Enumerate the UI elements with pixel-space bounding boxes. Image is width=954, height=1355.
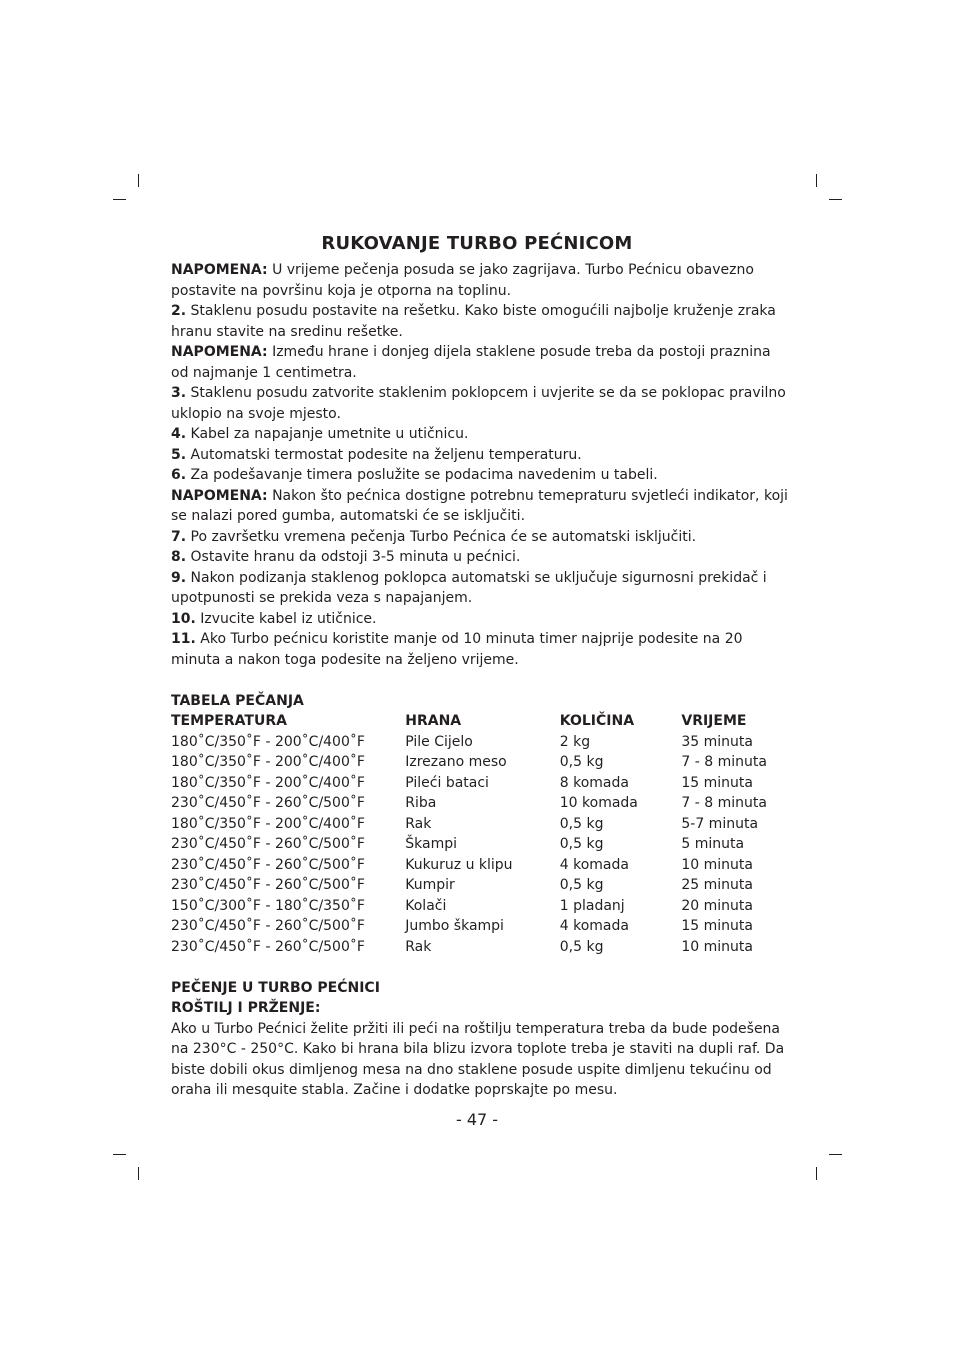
- paragraph-label: 5.: [171, 446, 187, 463]
- cell-temperature: 180˚C/350˚F - 200˚C/400˚F: [171, 754, 365, 770]
- cell-quantity: 0,5 kg: [559, 877, 604, 893]
- cell-food: Kukuruz u klipu: [405, 856, 513, 873]
- cell-food: Kolači: [405, 897, 447, 914]
- table-body: [171, 732, 791, 958]
- cell-food: Pile Cijelo: [405, 733, 473, 750]
- cell-time: 10 minuta: [681, 856, 753, 873]
- step-10: [171, 609, 791, 630]
- paragraph-label: 11.: [171, 631, 196, 647]
- paragraph-text: Izvucite kabel iz utičnice.: [195, 610, 377, 627]
- paragraph-text: Između hrane i donjeg dijela staklene posude treba da postoji praznina od najmanje 1 centimetra.: [171, 344, 771, 381]
- paragraph-text: Ostavite hranu da odstoji 3-5 minuta u pećnici.: [186, 549, 521, 565]
- step-11: [171, 629, 791, 670]
- paragraph-label: 7.: [171, 528, 187, 545]
- crop-mark-top-left-vertical: [138, 174, 139, 187]
- step-6: [171, 465, 791, 486]
- table-row: [171, 732, 791, 753]
- step-8: [171, 547, 791, 568]
- cell-temperature: 230˚C/450˚F - 260˚C/500˚F: [171, 938, 365, 955]
- step-5: [171, 445, 791, 466]
- cell-temperature: 230˚C/450˚F - 260˚C/500˚F: [171, 856, 365, 873]
- cell-temperature: 230˚C/450˚F - 260˚C/500˚F: [171, 836, 365, 852]
- paragraph-text: Staklenu posudu zatvorite staklenim poklopcem i uvjerite se da se poklopac pravilno uklopio na svoje mjesto.: [171, 385, 786, 422]
- column-header-food: HRANA: [405, 713, 462, 729]
- cell-food: Jumbo škampi: [405, 918, 504, 934]
- section-text: Ako u Turbo Pećnici želite pržiti ili peći na roštilju temperatura treba da bude podešena na 230°C - 250°C. Kako bi hrana bila blizu izvora toplote treba je staviti na dupli raf. Da biste dobili okus dimljenog mesa na dno staklene posude uspite dimljenu tekućinu od oraha ili mesquite stabla. Začine i dodatke poprskajte po mesu.: [171, 1020, 785, 1098]
- paragraph-text: Nakon što pećnica dostigne potrebnu temepraturu svjetleći indikator, koji se nalazi pored gumba, automatski će se isključiti.: [171, 487, 788, 524]
- table-row: [171, 793, 791, 814]
- note-heat: [171, 260, 791, 301]
- cell-time: 25 minuta: [681, 877, 753, 893]
- cell-quantity: 0,5 kg: [559, 754, 604, 770]
- cell-temperature: 150˚C/300˚F - 180˚C/350˚F: [171, 897, 365, 914]
- cell-quantity: 10 komada: [559, 795, 638, 811]
- cell-quantity: 2 kg: [559, 733, 591, 750]
- paragraph-label: NAPOMENA:: [171, 487, 268, 504]
- section-title: PEČENJE U TURBO PEĆNICI: [171, 979, 380, 996]
- table-row: [171, 773, 791, 794]
- cell-food: Pileći bataci: [405, 774, 489, 791]
- paragraph-text: U vrijeme pečenja posuda se jako zagrijava. Turbo Pećnicu obavezno postavite na površinu koja je otporna na toplinu.: [171, 262, 754, 299]
- page-title: RUKOVANJE TURBO PEĆNICOM: [321, 233, 633, 254]
- cell-food: Rak: [405, 938, 432, 955]
- cell-temperature: 180˚C/350˚F - 200˚C/400˚F: [171, 774, 365, 791]
- cell-quantity: 0,5 kg: [559, 815, 604, 832]
- grilling-section: [171, 978, 791, 1101]
- cell-time: 5 minuta: [681, 836, 745, 852]
- baking-table: [171, 691, 791, 958]
- cell-time: 10 minuta: [681, 938, 753, 955]
- cell-food: Kumpir: [405, 877, 455, 893]
- column-header-temperature: TEMPERATURA: [171, 713, 287, 729]
- column-header-quantity: KOLIČINA: [559, 713, 635, 729]
- table-row: [171, 916, 791, 937]
- paragraph-text: Za podešavanje timera poslužite se podacima navedenim u tabeli.: [186, 467, 658, 483]
- page-content: [171, 260, 791, 1101]
- cell-time: 15 minuta: [681, 774, 753, 791]
- page-number: - 47 -: [455, 1110, 499, 1129]
- paragraph-label: NAPOMENA:: [171, 344, 268, 360]
- cell-food: Riba: [405, 795, 437, 811]
- table-row: [171, 752, 791, 773]
- step-9: [171, 568, 791, 609]
- cell-temperature: 230˚C/450˚F - 260˚C/500˚F: [171, 918, 365, 934]
- paragraph-text: Nakon podizanja staklenog poklopca automatski se uključuje sigurnosni prekidač i upotpunosti se prekida veza s napajanjem.: [171, 569, 767, 606]
- instructions: [171, 260, 791, 670]
- crop-mark-bottom-right-horizontal: [829, 1154, 842, 1155]
- table-row: [171, 814, 791, 835]
- crop-mark-top-right-horizontal: [829, 199, 842, 200]
- cell-time: 7 - 8 minuta: [681, 795, 767, 811]
- cell-quantity: 8 komada: [559, 774, 629, 791]
- cell-time: 5-7 minuta: [681, 815, 759, 832]
- cell-quantity: 0,5 kg: [559, 938, 604, 955]
- step-7: [171, 527, 791, 548]
- cell-time: 20 minuta: [681, 897, 753, 914]
- table-row: [171, 834, 791, 855]
- cell-food: Izrezano meso: [405, 754, 507, 770]
- cell-temperature: 180˚C/350˚F - 200˚C/400˚F: [171, 733, 365, 750]
- paragraph-text: Staklenu posudu postavite na rešetku. Kako biste omogućili najbolje kruženje zraka hranu stavite na sredinu rešetke.: [171, 303, 776, 340]
- cell-quantity: 0,5 kg: [559, 836, 604, 852]
- cell-temperature: 180˚C/350˚F - 200˚C/400˚F: [171, 815, 365, 832]
- crop-mark-bottom-left-horizontal: [113, 1154, 126, 1155]
- paragraph-label: 3.: [171, 385, 187, 401]
- paragraph-text: Po završetku vremena pečenja Turbo Pećnica će se automatski isključiti.: [186, 528, 697, 545]
- paragraph-label: NAPOMENA:: [171, 262, 268, 278]
- cell-food: Škampi: [405, 836, 457, 852]
- crop-mark-top-right-vertical: [816, 174, 817, 187]
- cell-quantity: 1 pladanj: [559, 897, 625, 914]
- paragraph-label: 2.: [171, 303, 187, 319]
- column-header-time: VRIJEME: [681, 713, 747, 729]
- crop-mark-bottom-left-vertical: [138, 1167, 139, 1180]
- cell-food: Rak: [405, 815, 432, 832]
- crop-mark-top-left-horizontal: [113, 199, 126, 200]
- table-row: [171, 875, 791, 896]
- note-gap: [171, 342, 791, 383]
- step-3: [171, 383, 791, 424]
- paragraph-label: 6.: [171, 467, 187, 483]
- cell-time: 35 minuta: [681, 733, 753, 750]
- cell-time: 15 minuta: [681, 918, 753, 934]
- paragraph-text: Automatski termostat podesite na željenu temperaturu.: [186, 446, 582, 463]
- step-2: [171, 301, 791, 342]
- table-header-row: [171, 711, 791, 732]
- paragraph-label: 4.: [171, 426, 187, 442]
- paragraph-text: Ako Turbo pećnicu koristite manje od 10 minuta timer najprije podesite na 20 minuta a nakon toga podesite na željeno vrijeme.: [171, 631, 743, 668]
- cell-temperature: 230˚C/450˚F - 260˚C/500˚F: [171, 795, 365, 811]
- table-title: TABELA PEČANJA: [171, 692, 304, 709]
- paragraph-label: 8.: [171, 549, 187, 565]
- table-row: [171, 937, 791, 958]
- step-4: [171, 424, 791, 445]
- paragraph-label: 10.: [171, 610, 196, 627]
- table-row: [171, 855, 791, 876]
- cell-time: 7 - 8 minuta: [681, 754, 767, 770]
- crop-mark-bottom-right-vertical: [816, 1167, 817, 1180]
- section-subtitle: ROŠTILJ I PRŽENJE:: [171, 1000, 321, 1016]
- paragraph-label: 9.: [171, 569, 187, 586]
- note-indicator: [171, 486, 791, 527]
- paragraph-text: Kabel za napajanje umetnite u utičnicu.: [186, 426, 469, 442]
- cell-quantity: 4 komada: [559, 918, 629, 934]
- cell-quantity: 4 komada: [559, 856, 629, 873]
- table-row: [171, 896, 791, 917]
- cell-temperature: 230˚C/450˚F - 260˚C/500˚F: [171, 877, 365, 893]
